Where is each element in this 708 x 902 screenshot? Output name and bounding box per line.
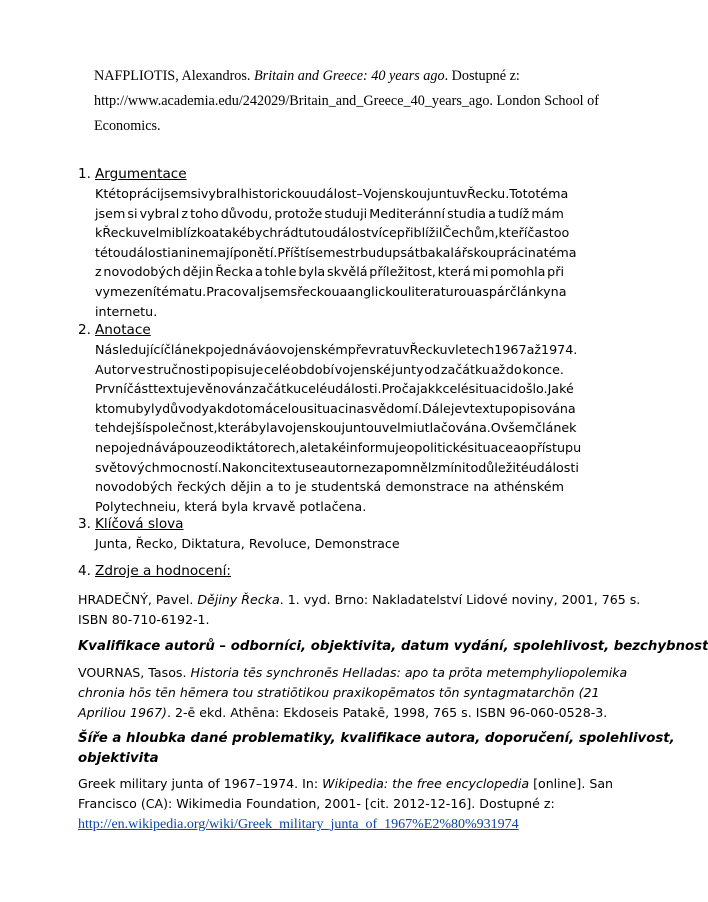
heading-line: objektivita	[78, 751, 159, 766]
wikipedia-link[interactable]: http://en.wikipedia.org/wiki/Greek_military_junta_of_1967%E2%80%931974	[78, 817, 519, 832]
ref-title: Britain and Greece: 40 years ago	[254, 68, 445, 84]
reference-hradecny	[78, 590, 641, 630]
ref-title: Dějiny Řecka	[197, 592, 280, 607]
section-title: Klíčová slova	[95, 516, 184, 532]
evaluation-heading: Kvalifikace autorů – odborníci, objektivita, datum vydání, spolehlivost, bezchybnost	[78, 639, 708, 654]
ref-avail: . Dostupné z:	[444, 68, 520, 84]
text-line: Následující článek pojednává o vojenském převratu v Řecku v letech 1967 až 1974.	[95, 342, 578, 357]
section-number: 1.	[78, 166, 91, 182]
ref-author: HRADEČNÝ, Pavel.	[78, 592, 194, 607]
text-line: Autor ve stručnosti popisuje celé období vojenské junty od začátku až do konce.	[95, 361, 564, 377]
text-line: k Řecku velmi blízko a také bych rád tuto událost více přiblížil Čechům, kteří často o	[95, 225, 570, 241]
ref-prefix: Greek military junta of 1967–1974. In:	[78, 776, 319, 791]
ref-title-line-3: Apriliou 1967)	[78, 705, 167, 720]
text-line: k tomu byly důvody a kdo to má celou situaci na svědomí. Dále je v textu popisována	[95, 400, 576, 416]
text-line: vymezení tématu. Pracoval jsem s řeckou a anglickou literaturou a s pár články na	[95, 283, 567, 299]
text-line: Polytechneiu, která byla krvavě potlačena.	[95, 498, 367, 514]
section-body	[95, 184, 577, 321]
section-body	[95, 340, 582, 516]
ref-url-line: http://www.academia.edu/242029/Britain_and_Greece_40_years_ago. London School of	[94, 93, 599, 109]
text-line: nepojednává pouze o diktátorech, ale také informuje o politické situace a o přístupu	[95, 439, 582, 455]
text-line: tehdejší společnost, která byla vojenskou juntou velmi utlačována. Ovšem článek	[95, 420, 577, 436]
section-title: Argumentace	[95, 166, 187, 182]
ref-publisher: Economics.	[94, 118, 161, 134]
ref-suffix: [online]. San	[533, 776, 614, 791]
section-title: Anotace	[95, 322, 151, 338]
ref-isbn: ISBN 80-710-6192-1.	[78, 612, 210, 627]
evaluation-heading	[78, 729, 675, 769]
reference-nafpliotis	[94, 64, 599, 139]
ref-line: Francisco (CA): Wikimedia Foundation, 2001- [cit. 2012-12-16]. Dostupné z:	[78, 796, 555, 811]
ref-rest: . 1. vyd. Brno: Nakladatelství Lidové noviny, 2001, 765 s.	[279, 592, 641, 607]
ref-author: NAFPLIOTIS, Alexandros.	[94, 68, 251, 84]
ref-title: Wikipedia: the free encyclopedia	[322, 776, 530, 791]
text-line: novodobých řeckých dějin a to je studentská demonstrace na athénském	[95, 479, 564, 495]
section-body	[95, 534, 564, 554]
section-klicova-slova	[78, 514, 564, 554]
text-line: světových mocností. Na konci textu se autor nezapomněl zmínit o důležité události	[95, 459, 579, 475]
text-line: z novodobých dějin Řecka a tohle byla skvělá příležitost, která mi pomohla při	[95, 264, 564, 280]
text-line: Junta, Řecko, Diktatura, Revoluce, Demonstrace	[95, 536, 400, 551]
ref-rest: . 2-ē ekd. Athēna: Ekdoseis Patakē, 1998, 765 s. ISBN 96-060-0528-3.	[166, 705, 608, 720]
section-number: 3.	[78, 516, 91, 532]
section-title: Zdroje a hodnocení:	[95, 563, 231, 579]
reference-wikipedia	[78, 774, 614, 834]
text-line: První část textu je věnován začátku celé události. Proč a jak k celé situaci došlo. Jaké	[95, 381, 574, 397]
section-number: 2.	[78, 322, 91, 338]
ref-title-line-1: Historia tēs synchronēs Helladas: apo ta prōta metemphyliopolemika	[190, 665, 628, 680]
heading-line: Šíře a hloubka dané problematiky, kvalifikace autora, doporučení, spolehlivost,	[78, 731, 675, 746]
section-argumentace	[78, 164, 577, 321]
text-line: této události ani nemají ponětí. Příští semestr budu psát bakalářskou práci na téma	[95, 244, 577, 260]
section-zdroje	[78, 561, 564, 581]
text-line: internetu.	[95, 303, 158, 319]
ref-author: VOURNAS, Tasos.	[78, 665, 187, 680]
ref-title-line-2: chronia hōs tēn hēmera tou stratiōtikou praxikopēmatos tōn syntagmatarchōn (21	[78, 685, 600, 700]
section-number: 4.	[78, 563, 91, 579]
text-line: jsem si vybral z toho důvodu, protože studuji Mediteránní studia a tudíž mám	[95, 205, 564, 221]
section-anotace	[78, 320, 582, 516]
text-line: K této práci jsem si vybral historickou událost – Vojenskou juntu v Řecku. Toto téma	[95, 186, 569, 201]
reference-vournas	[78, 663, 628, 723]
